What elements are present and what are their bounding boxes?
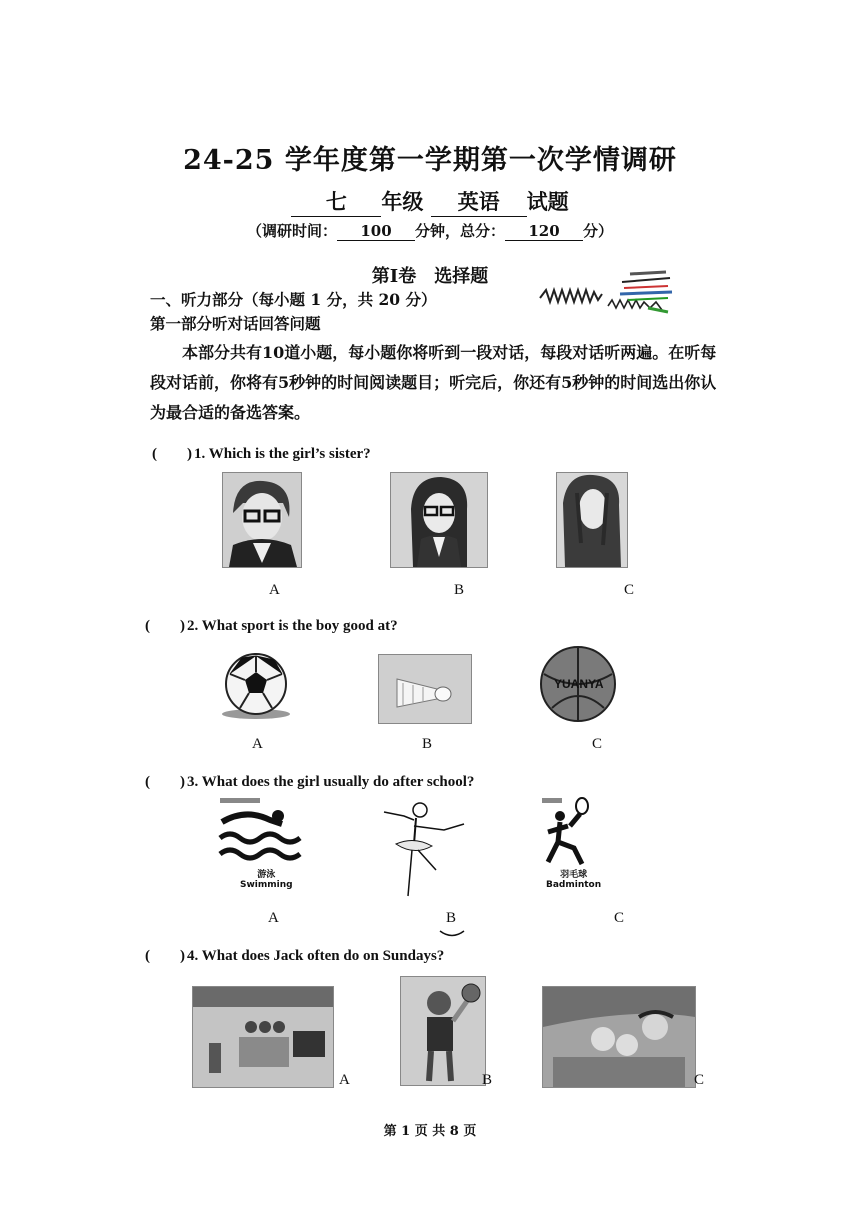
q1-option-a[interactable]: A	[269, 582, 280, 598]
photo-family-watching-tv	[192, 986, 334, 1088]
q3-option-c[interactable]: C	[614, 910, 625, 926]
photo-boy-basketball	[400, 976, 486, 1086]
q4-option-b[interactable]: B	[482, 1072, 493, 1088]
question-text: 4. What does Jack often do on Sundays?	[187, 948, 445, 964]
question-2	[145, 614, 398, 635]
question-4	[145, 944, 444, 965]
q3-option-a[interactable]: A	[268, 910, 279, 926]
q1-option-b[interactable]: B	[454, 582, 465, 598]
swimming-icon	[216, 796, 302, 866]
soccer-ball-icon	[212, 648, 300, 720]
time-unit: 分钟，总分：	[414, 222, 505, 240]
subject-value: 英语	[431, 186, 527, 217]
part1-heading: 第一部分听对话回答问题	[150, 314, 321, 333]
exam-time-line	[0, 220, 860, 241]
exam-word: 试题	[526, 189, 569, 214]
swimming-caption	[240, 870, 293, 890]
basketball-icon	[538, 644, 618, 724]
grade-suffix: 年级	[381, 189, 424, 214]
ballet-dancer-icon	[374, 796, 470, 900]
badminton-icon	[540, 796, 602, 868]
answer-paren[interactable]: ( )	[152, 446, 192, 462]
badminton-caption-cn: 羽毛球	[560, 870, 588, 880]
q4-option-c[interactable]: C	[694, 1072, 705, 1088]
shuttlecock-icon	[378, 654, 472, 724]
question-3	[145, 770, 474, 791]
answer-paren[interactable]: ( )	[145, 774, 185, 790]
badminton-caption-en: Badminton	[546, 880, 602, 890]
handwritten-mark	[438, 928, 466, 938]
listening-section-heading: 一、听力部分（每小题 1 分，共 20 分）	[150, 290, 437, 309]
badminton-caption	[546, 870, 601, 890]
page-footer: 第 1 页 共 8 页	[383, 1124, 477, 1139]
ball-brand: YUANYA	[554, 677, 604, 691]
answer-paren[interactable]: ( )	[145, 948, 185, 964]
time-value: 100	[337, 222, 415, 241]
volume-title: 第Ⅰ卷 选择题	[371, 266, 489, 287]
grade-value: 七	[291, 186, 381, 217]
question-text: 1. Which is the girl’s sister?	[194, 446, 371, 462]
photo-girl-glasses-long-hair	[390, 472, 488, 568]
score-value: 120	[505, 222, 583, 241]
q1-option-c[interactable]: C	[624, 582, 635, 598]
q3-option-b[interactable]: B	[446, 910, 457, 926]
question-text: 2. What sport is the boy good at?	[187, 618, 398, 634]
score-unit: 分）	[583, 222, 614, 240]
photo-girl-glasses-short-hair	[222, 472, 302, 568]
answer-paren[interactable]: ( )	[145, 618, 185, 634]
q2-option-c[interactable]: C	[592, 736, 603, 752]
question-1	[152, 442, 371, 463]
swimming-caption-cn: 游泳	[257, 870, 276, 880]
exam-subtitle	[0, 186, 860, 217]
photo-girl-long-hair	[556, 472, 628, 568]
q4-option-a[interactable]: A	[339, 1072, 350, 1088]
time-label: （调研时间：	[246, 222, 337, 240]
question-text: 3. What does the girl usually do after school?	[187, 774, 475, 790]
q2-option-a[interactable]: A	[252, 736, 263, 752]
exam-title: 24-25 学年度第一学期第一次学情调研	[183, 145, 677, 176]
scribble-mark	[538, 268, 678, 320]
q2-option-b[interactable]: B	[422, 736, 433, 752]
instructions: 本部分共有10道小题，每小题你将听到一段对话，每段对话听两遍。在听每段对话前，你将有5秒钟的时间阅读题目；听完后，你还有5秒钟的时间选出你认为最合适的备选答案。	[150, 343, 717, 422]
swimming-caption-en: Swimming	[240, 880, 293, 890]
photo-family-outdoors	[542, 986, 696, 1088]
